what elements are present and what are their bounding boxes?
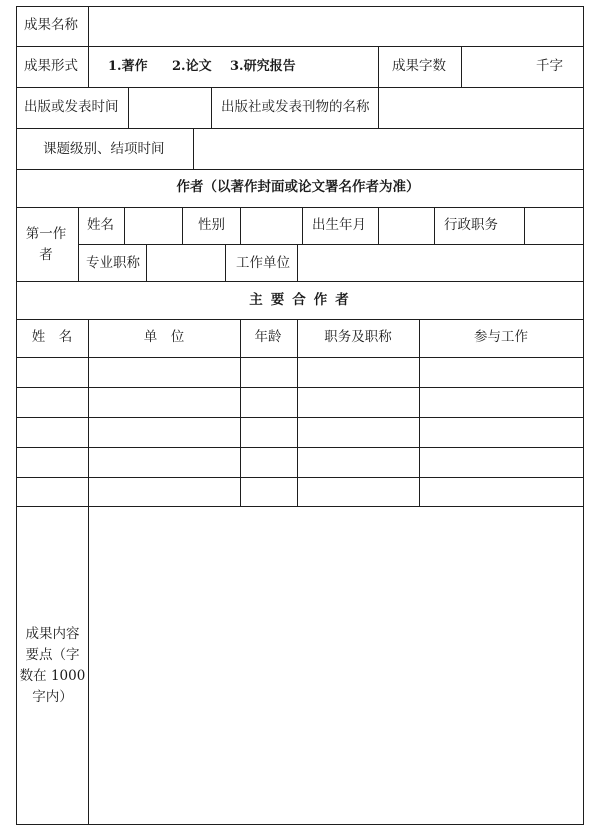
row-divider bbox=[16, 46, 584, 47]
col-header-age: 年龄 bbox=[254, 329, 282, 345]
form-option-monograph[interactable]: 1.著作 bbox=[108, 59, 148, 74]
project-level-label: 课题级别、结项时间 bbox=[43, 141, 165, 157]
name-label: 姓名 bbox=[87, 217, 114, 233]
col-divider bbox=[297, 319, 298, 507]
row-divider bbox=[16, 447, 584, 448]
publish-time-label: 出版或发表时间 bbox=[24, 99, 119, 115]
row-divider bbox=[16, 169, 584, 170]
col-divider bbox=[88, 46, 89, 88]
col-divider bbox=[193, 128, 194, 170]
col-header-post-title: 职务及职称 bbox=[324, 329, 392, 345]
word-count-unit: 千字 bbox=[536, 58, 563, 74]
birth-date-label: 出生年月 bbox=[312, 217, 366, 233]
row-divider bbox=[16, 281, 584, 282]
col-header-participation: 参与工作 bbox=[474, 329, 528, 345]
achievement-form-label: 成果形式 bbox=[24, 58, 78, 74]
author-section-heading: 作者（以著作封面或论文署名作者为准） bbox=[176, 179, 420, 195]
col-divider bbox=[378, 87, 379, 129]
col-divider bbox=[240, 319, 241, 507]
table-border-bottom bbox=[16, 824, 584, 825]
professional-title-label: 专业职称 bbox=[86, 255, 140, 271]
summary-content-field[interactable] bbox=[89, 507, 583, 824]
coauthors-heading: 主要合作者 bbox=[249, 292, 357, 308]
row-divider bbox=[16, 477, 584, 478]
col-divider bbox=[378, 207, 379, 245]
row-divider bbox=[16, 387, 584, 388]
form-option-research-report[interactable]: 3.研究报告 bbox=[230, 59, 296, 74]
col-divider bbox=[297, 244, 298, 282]
first-author-label: 第一作者 bbox=[25, 226, 67, 263]
summary-label-line: 字内） bbox=[32, 689, 73, 705]
col-divider bbox=[302, 207, 303, 245]
col-divider bbox=[434, 207, 435, 245]
row-divider bbox=[16, 87, 584, 88]
col-divider bbox=[419, 319, 420, 507]
col-divider bbox=[211, 87, 212, 129]
row-divider bbox=[16, 128, 584, 129]
row-divider bbox=[16, 357, 584, 358]
form-option-paper[interactable]: 2.论文 bbox=[172, 59, 212, 74]
col-divider bbox=[524, 207, 525, 245]
col-header-unit: 单 位 bbox=[143, 329, 185, 345]
summary-label-line: 数在 1000 bbox=[19, 668, 86, 684]
col-divider bbox=[240, 207, 241, 245]
col-divider bbox=[182, 207, 183, 245]
col-divider bbox=[124, 207, 125, 245]
row-divider bbox=[78, 244, 584, 245]
summary-label-line: 要点（字 bbox=[25, 647, 80, 663]
row-divider bbox=[16, 417, 584, 418]
work-unit-label: 工作单位 bbox=[236, 255, 290, 271]
col-divider bbox=[128, 87, 129, 129]
col-divider bbox=[461, 46, 462, 88]
word-count-label: 成果字数 bbox=[392, 58, 446, 74]
row-divider bbox=[16, 319, 584, 320]
admin-post-label: 行政职务 bbox=[444, 217, 498, 233]
col-divider bbox=[378, 46, 379, 88]
achievement-name-field[interactable] bbox=[89, 7, 583, 46]
summary-label bbox=[17, 624, 88, 708]
col-divider bbox=[146, 244, 147, 282]
publisher-name-label: 出版社或发表刊物的名称 bbox=[221, 99, 370, 115]
col-header-name: 姓 名 bbox=[31, 329, 73, 345]
achievement-name-label: 成果名称 bbox=[24, 17, 78, 33]
row-divider bbox=[16, 207, 584, 208]
summary-label-line: 成果内容 bbox=[25, 626, 80, 642]
col-divider bbox=[225, 244, 226, 282]
col-divider bbox=[78, 207, 79, 282]
gender-label: 性别 bbox=[198, 217, 225, 233]
